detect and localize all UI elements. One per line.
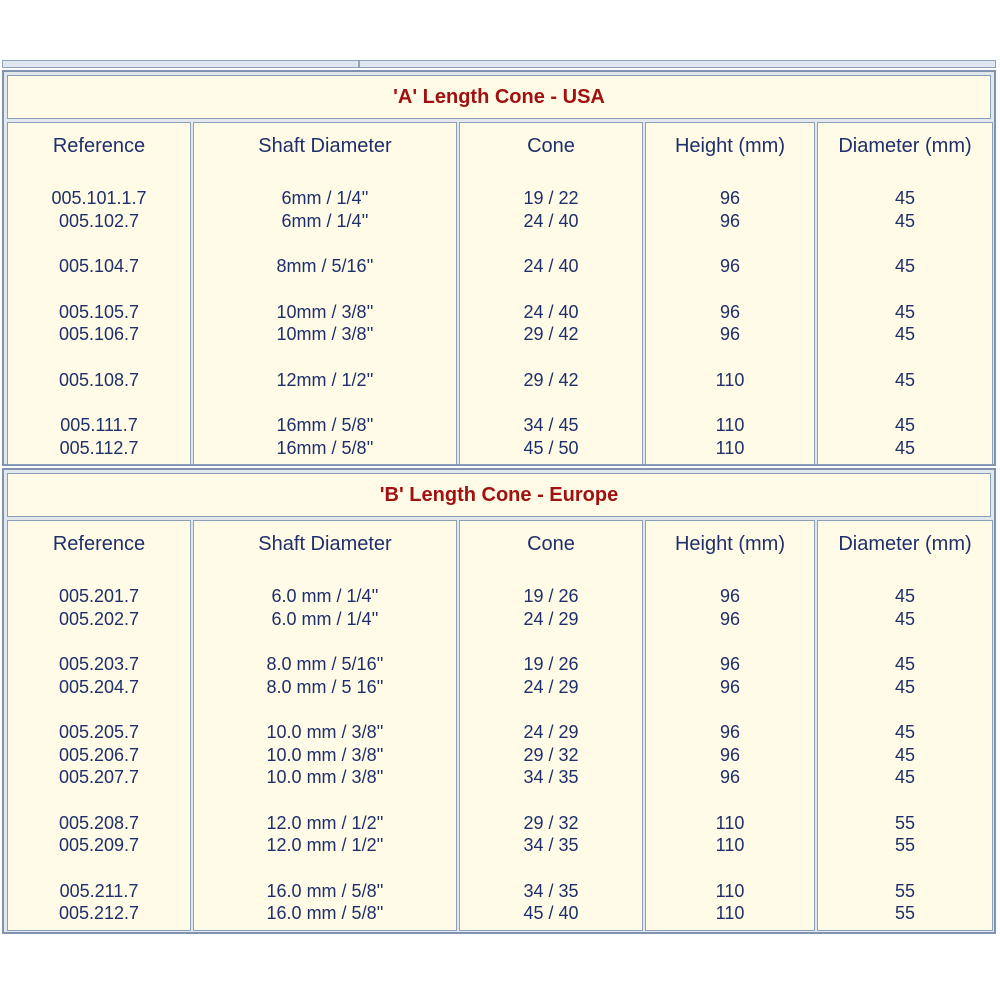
cell-diameter: 45 [894,301,916,322]
cell-diameter: 45 [894,415,916,435]
cell-shaft-diameter: 8.0 mm / 5/16'' [266,654,384,674]
cell-reference: 005.104.7 [58,256,140,276]
cell-height: 96 [719,767,741,787]
cell-reference: 005.205.7 [58,722,140,742]
cell-shaft-diameter: 10.0 mm / 3/8'' [266,744,384,765]
cell-shaft-diameter: 8mm / 5/16'' [276,256,374,276]
cell-diameter: 45 [894,437,916,458]
cell-cone: 29 / 42 [523,324,579,344]
cell-cone: 29 / 32 [523,812,579,833]
cell-cone: 24 / 40 [523,301,579,322]
cell-shaft-diameter: 6.0 mm / 1/4'' [271,608,379,629]
cell-height: 96 [719,722,741,742]
cell-cone: 34 / 35 [523,835,579,855]
column-header: Height (mm) [674,533,785,555]
cell-shaft-diameter: 12.0 mm / 1/2'' [266,812,384,833]
cell-diameter: 45 [894,676,916,697]
cell-reference: 005.108.7 [58,369,140,390]
cell-shaft-diameter: 6mm / 1/4'' [281,188,369,208]
column-diameter [817,122,993,465]
cell-cone: 29 / 32 [523,744,579,765]
cell-diameter: 45 [894,767,916,787]
column-reference [7,122,191,465]
cell-cone: 45 / 50 [523,437,579,458]
cell-cone: 24 / 29 [523,722,579,742]
cell-shaft-diameter: 10mm / 3/8'' [276,324,374,344]
column-header: Cone [527,135,575,157]
cell-reference: 005.211.7 [59,880,139,901]
cell-cone: 45 / 40 [523,903,579,923]
cell-shaft-diameter: 10.0 mm / 3/8'' [266,722,384,742]
column-cone [459,520,643,931]
cell-reference: 005.206.7 [58,744,140,765]
top-strip [2,60,996,68]
cell-reference: 005.208.7 [58,812,140,833]
cell-reference: 005.106.7 [58,324,140,344]
cell-height: 96 [719,188,741,208]
column-header: Reference [52,135,146,157]
column-header: Diameter (mm) [838,135,972,157]
cell-height: 110 [715,835,745,855]
column-reference [7,520,191,931]
cell-diameter: 55 [894,880,916,901]
cell-diameter: 45 [894,324,916,344]
cell-diameter: 45 [894,188,916,208]
cell-cone: 34 / 35 [523,880,579,901]
cell-reference: 005.105.7 [58,301,140,322]
column-header: Reference [52,533,146,555]
column-header: Diameter (mm) [838,533,972,555]
column-shaft-diameter [193,122,457,465]
column-diameter [817,520,993,931]
cell-cone: 24 / 29 [523,676,579,697]
cell-diameter: 55 [894,835,916,855]
cell-diameter: 45 [894,722,916,742]
cell-shaft-diameter: 16.0 mm / 5/8'' [266,903,384,923]
cell-reference: 005.112.7 [59,437,139,458]
table-b-length-cone-europe [2,468,996,934]
cell-shaft-diameter: 12.0 mm / 1/2'' [266,835,384,855]
cell-height: 110 [715,880,745,901]
cell-reference: 005.202.7 [58,608,140,629]
table-title: 'B' Length Cone - Europe [7,473,991,517]
cell-height: 96 [719,744,741,765]
cell-shaft-diameter: 16mm / 5/8'' [276,415,374,435]
column-header: Shaft Diameter [258,533,392,555]
cell-height: 110 [715,437,745,458]
cell-cone: 24 / 29 [523,608,579,629]
cell-reference: 005.209.7 [58,835,140,855]
cell-reference: 005.201.7 [58,586,140,606]
column-cone [459,122,643,465]
cell-height: 96 [719,256,741,276]
cell-height: 96 [719,676,741,697]
cell-height: 110 [715,903,745,923]
cell-reference: 005.204.7 [58,676,140,697]
cell-height: 110 [715,812,745,833]
cell-diameter: 45 [894,654,916,674]
column-header: Shaft Diameter [258,135,392,157]
column-header: Cone [527,533,575,555]
cell-diameter: 45 [894,256,916,276]
column-height [645,122,815,465]
cell-cone: 24 / 40 [523,256,579,276]
cell-height: 110 [715,369,745,390]
cell-reference: 005.203.7 [58,654,140,674]
column-height [645,520,815,931]
cell-diameter: 45 [894,744,916,765]
cell-diameter: 45 [894,608,916,629]
cell-height: 96 [719,586,741,606]
column-shaft-diameter [193,520,457,931]
cell-reference: 005.207.7 [58,767,140,787]
cell-cone: 19 / 22 [523,188,579,208]
cell-cone: 19 / 26 [523,654,579,674]
cell-height: 96 [719,301,741,322]
cell-diameter: 45 [894,369,916,390]
cell-shaft-diameter: 16mm / 5/8'' [276,437,374,458]
cell-diameter: 55 [894,903,916,923]
cell-cone: 19 / 26 [523,586,579,606]
cell-shaft-diameter: 6.0 mm / 1/4'' [271,586,379,606]
cell-shaft-diameter: 16.0 mm / 5/8'' [266,880,384,901]
cell-diameter: 55 [894,812,916,833]
table-a-length-cone-usa [2,70,996,466]
cell-reference: 005.212.7 [58,903,140,923]
cell-cone: 34 / 35 [523,767,579,787]
cell-shaft-diameter: 10mm / 3/8'' [276,301,374,322]
cell-shaft-diameter: 6mm / 1/4'' [281,210,369,231]
cell-height: 96 [719,210,741,231]
cell-reference: 005.101.1.7 [51,188,147,208]
cell-height: 96 [719,324,741,344]
cell-reference: 005.111.7 [60,415,138,435]
cell-shaft-diameter: 10.0 mm / 3/8'' [266,767,384,787]
cell-height: 96 [719,654,741,674]
cell-height: 96 [719,608,741,629]
cell-height: 110 [715,415,745,435]
cell-diameter: 45 [894,210,916,231]
cell-cone: 34 / 45 [523,415,579,435]
cell-reference: 005.102.7 [58,210,140,231]
top-strip-divider [358,61,360,67]
cell-cone: 24 / 40 [523,210,579,231]
cell-shaft-diameter: 8.0 mm / 5 16'' [266,676,384,697]
cell-diameter: 45 [894,586,916,606]
column-header: Height (mm) [674,135,785,157]
cell-cone: 29 / 42 [523,369,579,390]
table-title: 'A' Length Cone - USA [7,75,991,119]
cell-shaft-diameter: 12mm / 1/2'' [276,369,374,390]
